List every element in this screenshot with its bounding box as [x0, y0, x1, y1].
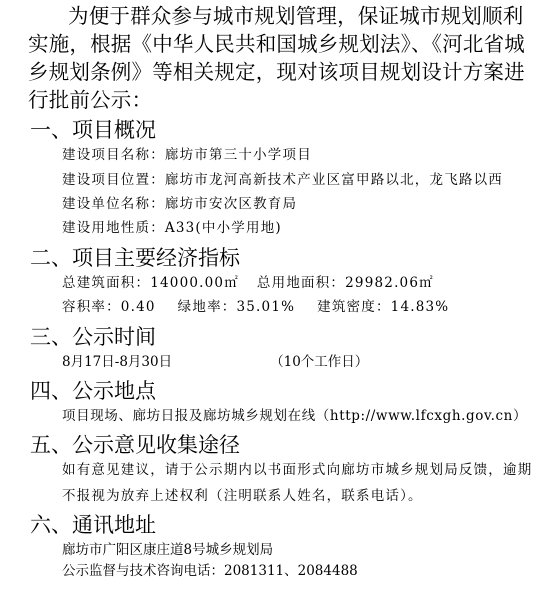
period-dates: 8月17日-8月30日 — [62, 354, 173, 370]
period-line — [62, 352, 368, 372]
ratio-line — [62, 297, 449, 317]
period-workdays: （10个工作日） — [270, 354, 369, 370]
plot-ratio-value: 容积率：0.40 — [62, 299, 156, 315]
feedback-line-1: 如有意见建议，请于公示期内以书面形式向廊坊市城乡规划局反馈，逾期 — [62, 462, 533, 478]
section-indicators-heading: 二、项目主要经济指标 — [30, 246, 240, 270]
land-use-line: 建设用地性质：A33(中小学用地) — [62, 220, 282, 236]
phone-line: 公示监督与技术咨询电话：2081311、2084488 — [62, 563, 358, 579]
location-line: 项目现场、廊坊日报及廊坊城乡规划在线（http://www.lfcxgh.gov.cn） — [62, 408, 528, 424]
land-area-value: 总用地面积：29982.06㎡ — [256, 275, 434, 291]
floor-area-value: 总建筑面积：14000.00㎡ — [62, 275, 239, 291]
section-feedback-heading: 五、公示意见收集途径 — [30, 433, 240, 457]
section-overview-heading: 一、项目概况 — [30, 118, 156, 142]
section-period-heading: 三、公示时间 — [30, 325, 156, 349]
intro-paragraph: 为便于群众参与城市规划管理，保证城市规划顺利实施，根据《中华人民共和国城乡规划法》、《河北省城乡规划条例》等相关规定，现对该项目规划设计方案进行批前公示： — [28, 4, 525, 112]
project-name-line: 建设项目名称：廊坊市第三十小学项目 — [62, 147, 312, 163]
address-line: 廊坊市广阳区康庄道8号城乡规划局 — [62, 542, 274, 558]
green-ratio-value: 绿地率：35.01% — [177, 299, 296, 315]
project-location-line: 建设项目位置：廊坊市龙河高新技术产业区富甲路以北，龙飞路以西 — [62, 172, 503, 188]
density-value: 建筑密度：14.83% — [317, 299, 450, 315]
area-line — [62, 273, 434, 293]
section-contact-heading: 六、通讯地址 — [30, 513, 156, 537]
builder-line: 建设单位名称：廊坊市安次区教育局 — [62, 196, 298, 212]
feedback-line-2: 不报视为放弃上述权利（注明联系人姓名，联系电话）。 — [62, 488, 423, 504]
section-location-heading: 四、公示地点 — [30, 379, 156, 403]
